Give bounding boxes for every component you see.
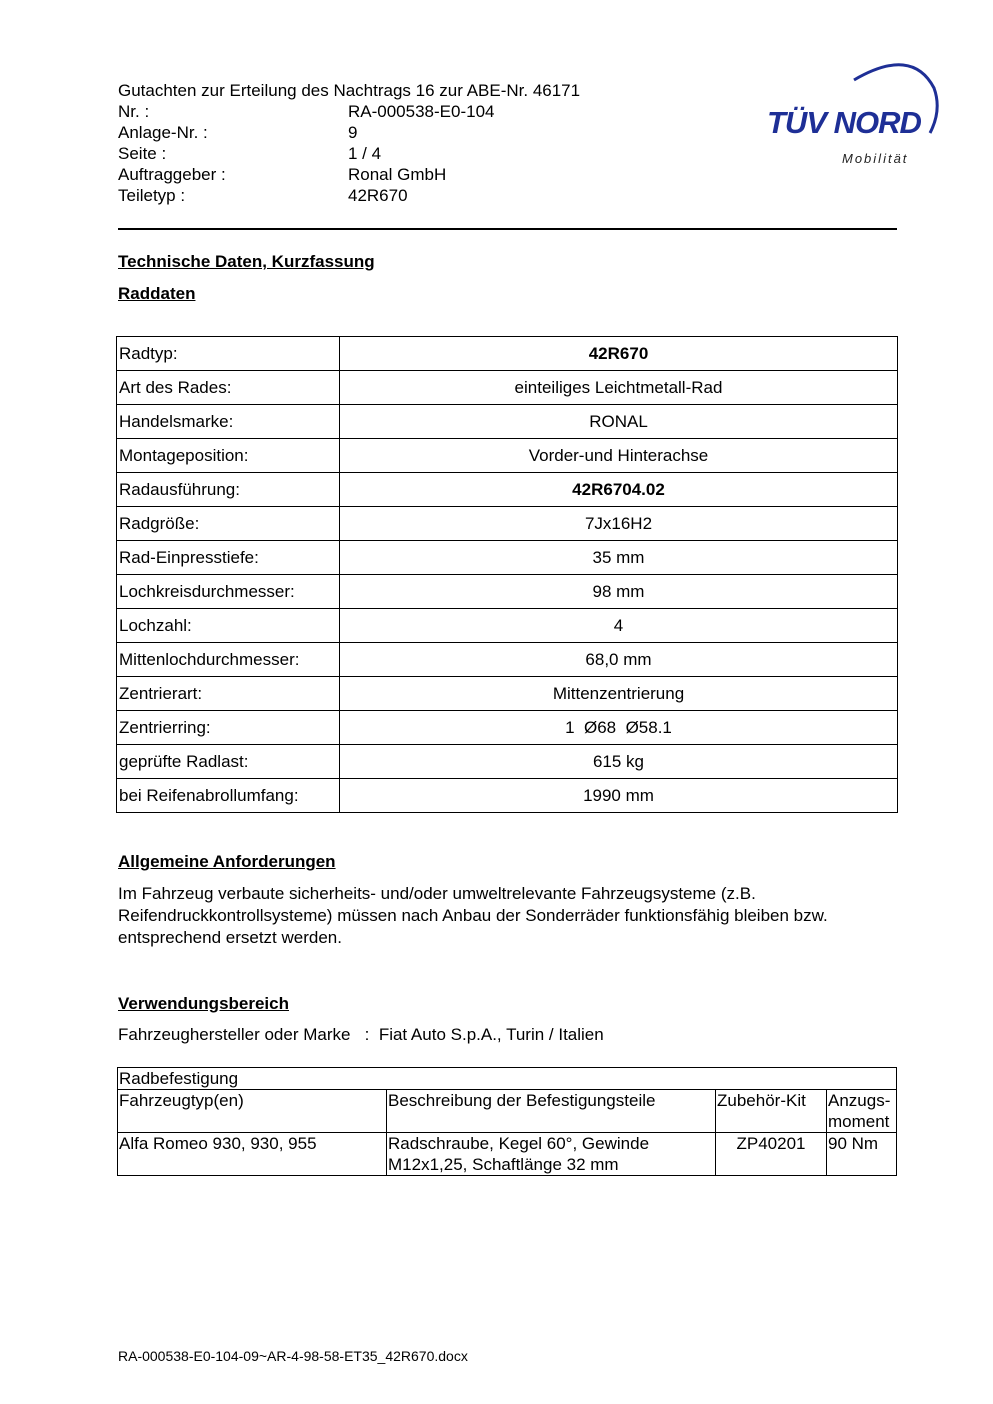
wheel-table-value: Mittenzentrierung (340, 677, 898, 711)
wheel-table-value: 1 Ø68 Ø58.1 (340, 711, 898, 745)
wheel-table-key: Lochzahl: (117, 609, 340, 643)
fix-table-title: Radbefestigung (118, 1068, 897, 1090)
wheel-table-key: geprüfte Radlast: (117, 745, 340, 779)
wheel-table-key: Rad-Einpresstiefe: (117, 541, 340, 575)
wheel-table-row (117, 643, 898, 677)
wheel-table-value: 42R6704.02 (340, 473, 898, 507)
header-field-label: Anlage-Nr. : (118, 123, 208, 142)
wheel-table-value: RONAL (340, 405, 898, 439)
wheel-table-value: 7Jx16H2 (340, 507, 898, 541)
logo-subtitle: Mobilität (842, 151, 909, 166)
wheel-table-row (117, 507, 898, 541)
fix-header-cell: Beschreibung der Befestigungsteile (387, 1090, 716, 1133)
header-field-value: Ronal GmbH (348, 165, 447, 184)
wheel-table-row (117, 711, 898, 745)
wheel-table-value: Vorder-und Hinterachse (340, 439, 898, 473)
fix-cell-torque: 90 Nm (827, 1133, 897, 1176)
header-field-row (118, 101, 580, 122)
logo-brand: TÜV NORD (767, 105, 921, 140)
fix-cell-vehicle: Alfa Romeo 930, 930, 955 (118, 1133, 387, 1176)
document-title: Gutachten zur Erteilung des Nachtrags 16 zur ABE-Nr. 46171 (118, 81, 581, 100)
header-field-label: Teiletyp : (118, 186, 186, 205)
header-field-value: RA-000538-E0-104 (348, 102, 495, 121)
wheel-table-key: Mittenlochdurchmesser: (117, 643, 340, 677)
header-divider (118, 228, 897, 230)
wheel-table-key: Montageposition: (117, 439, 340, 473)
radbefestigung-table (117, 1067, 897, 1176)
wheel-table-value: 1990 mm (340, 779, 898, 813)
wheel-table-row (117, 405, 898, 439)
header-fields (118, 101, 580, 206)
wheel-table-key: Zentrierart: (117, 677, 340, 711)
wheel-table-value: 98 mm (340, 575, 898, 609)
header-field-row (118, 185, 580, 206)
wheel-table-key: bei Reifenabrollumfang: (117, 779, 340, 813)
heading-technische-daten: Technische Daten, Kurzfassung (118, 252, 375, 271)
wheel-table-row (117, 439, 898, 473)
wheel-table-value: 42R670 (340, 337, 898, 371)
header-field-label: Auftraggeber : (118, 165, 226, 184)
fix-data-row (118, 1133, 897, 1176)
wheel-table-row (117, 541, 898, 575)
manufacturer-separator: : (364, 1025, 370, 1044)
fix-cell-description: Radschraube, Kegel 60°, Gewinde M12x1,25, Schaftlänge 32 mm (387, 1133, 716, 1176)
wheel-data-table (116, 336, 898, 813)
wheel-table-value: einteiliges Leichtmetall-Rad (340, 371, 898, 405)
wheel-table-row (117, 473, 898, 507)
wheel-table-key: Radgröße: (117, 507, 340, 541)
wheel-table-value: 68,0 mm (340, 643, 898, 677)
heading-verwendungsbereich: Verwendungsbereich (118, 994, 289, 1013)
wheel-table-key: Lochkreisdurchmesser: (117, 575, 340, 609)
wheel-table-row (117, 677, 898, 711)
tuv-nord-logo (762, 58, 942, 173)
wheel-table-key: Radtyp: (117, 337, 340, 371)
wheel-table-key: Radausführung: (117, 473, 340, 507)
wheel-table-value: 4 (340, 609, 898, 643)
fix-header-row (118, 1090, 897, 1133)
header-field-row (118, 122, 580, 143)
fix-cell-kit: ZP40201 (716, 1133, 827, 1176)
wheel-table-row (117, 609, 898, 643)
heading-raddaten: Raddaten (118, 284, 196, 303)
manufacturer-label: Fahrzeughersteller oder Marke (118, 1025, 351, 1044)
header-field-row (118, 143, 580, 164)
wheel-table-row (117, 337, 898, 371)
wheel-table-value: 615 kg (340, 745, 898, 779)
header-field-row (118, 164, 580, 185)
allgemeine-anforderungen-text: Im Fahrzeug verbaute sicherheits- und/oder umweltrelevante Fahrzeugsysteme (z.B. Reifendruckkontrollsysteme) müssen nach Anbau der Sonderräder funktionsfähig bleiben bzw. entsprechend ersetzt werden. (118, 884, 828, 947)
wheel-table-key: Handelsmarke: (117, 405, 340, 439)
document-header (118, 80, 580, 206)
header-field-value: 42R670 (348, 186, 408, 205)
header-field-label: Nr. : (118, 102, 150, 121)
wheel-table-row (117, 779, 898, 813)
fix-header-cell: Fahrzeugtyp(en) (118, 1090, 387, 1133)
manufacturer-line (118, 1025, 604, 1045)
header-field-value: 9 (348, 123, 358, 142)
fix-header-cell: Zubehör-Kit (716, 1090, 827, 1133)
fix-title-row (118, 1068, 897, 1090)
wheel-table-row (117, 575, 898, 609)
header-field-value: 1 / 4 (348, 144, 382, 163)
fix-header-cell: Anzugs-moment (827, 1090, 897, 1133)
wheel-table-row (117, 745, 898, 779)
manufacturer-value: Fiat Auto S.p.A., Turin / Italien (378, 1025, 604, 1044)
footer-filename: RA-000538-E0-104-09~AR-4-98-58-ET35_42R670.docx (118, 1348, 468, 1364)
wheel-table-value: 35 mm (340, 541, 898, 575)
wheel-table-key: Art des Rades: (117, 371, 340, 405)
wheel-table-row (117, 371, 898, 405)
heading-allgemeine-anforderungen: Allgemeine Anforderungen (118, 852, 336, 871)
header-field-label: Seite : (118, 144, 167, 163)
wheel-table-key: Zentrierring: (117, 711, 340, 745)
